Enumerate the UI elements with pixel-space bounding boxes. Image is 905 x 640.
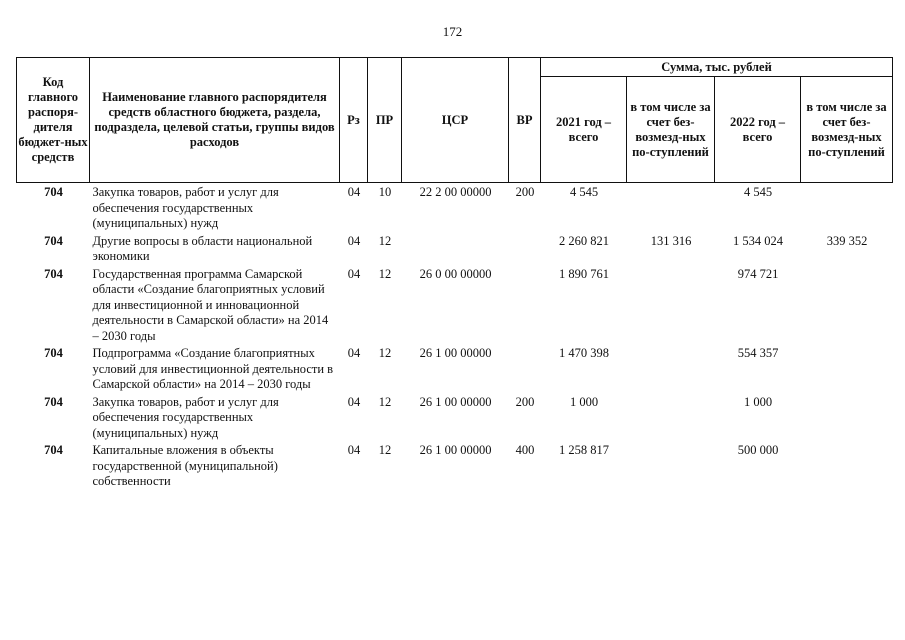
table-row [17,183,893,232]
cell-code: 704 [44,185,63,199]
cell-2022-free [801,265,893,345]
cell-2021-total: 1 470 398 [559,346,609,360]
header-2022-free: в том числе за счет без-возмезд-ных по-ступлений [801,77,893,183]
cell-rz: 04 [347,233,361,248]
table-row [17,344,893,393]
cell-2021-total: 1 890 761 [559,266,609,281]
cell-pr: 12 [378,266,392,281]
cell-csr: 26 0 00 00000 [419,266,492,281]
cell-pr: 12 [378,233,392,248]
cell-2022-total: 974 721 [737,266,779,281]
cell-2022-free [801,344,893,393]
header-csr: ЦСР [402,58,509,183]
cell-2021-free [627,393,715,442]
cell-vr [509,265,541,345]
cell-vr: 200 [515,185,535,199]
table-row [17,265,893,345]
cell-rz: 04 [347,346,361,360]
header-rz: Рз [340,58,368,183]
cell-name: Капитальные вложения в объекты государственной (муниципальной) собственности [92,443,278,488]
cell-2022-total: 4 545 [743,185,773,199]
page-number: 172 [442,24,463,39]
cell-csr: 26 1 00 00000 [419,394,492,409]
cell-csr: 26 1 00 00000 [419,443,492,457]
cell-2022-total: 500 000 [737,443,779,457]
cell-rz: 04 [347,443,361,457]
cell-code: 704 [44,443,63,457]
header-2021-total: 2021 год – всего [541,77,627,183]
cell-2022-free [801,441,893,490]
table-row [17,441,893,490]
cell-2021-free [627,265,715,345]
cell-2022-total: 1 534 024 [733,233,783,248]
cell-rz: 04 [347,266,361,281]
table-row [17,232,893,265]
header-sum: Сумма, тыс. рублей [541,58,893,77]
cell-name: Подпрограмма «Создание благоприятных условий для инвестиционной деятельности в Самарской области» на 2014 – 2030 годы [92,346,334,391]
table-row [17,393,893,442]
cell-name: Закупка товаров, работ и услуг для обеспечения государственных (муниципальных) нужд [92,394,279,440]
cell-2021-free [627,344,715,393]
cell-2022-free [801,393,893,442]
cell-pr: 12 [378,346,392,360]
header-code: Код главного распоря-дителя бюджет-ных средств [17,58,90,183]
cell-csr: 26 1 00 00000 [419,346,492,360]
cell-2021-total: 1 258 817 [559,443,609,457]
cell-csr: 22 2 00 00000 [419,185,492,199]
cell-pr: 12 [378,443,392,457]
cell-2021-free: 131 316 [650,233,692,248]
cell-2022-total: 1 000 [743,394,773,409]
cell-name: Государственная программа Самарской области «Создание благоприятных условий для инвестиционной и инновационной деятельности в Самарской области» на 2014 – 2030 годы [92,266,329,343]
cell-name: Другие вопросы в области национальной экономики [92,233,313,263]
cell-2021-total: 1 000 [569,394,599,409]
cell-2022-free: 339 352 [826,233,868,248]
cell-vr: 200 [515,394,535,409]
cell-2021-total: 4 545 [569,185,599,199]
cell-code: 704 [44,394,63,409]
cell-vr: 400 [515,443,535,457]
cell-rz: 04 [347,185,361,199]
cell-2022-total: 554 357 [737,346,779,360]
cell-2021-free [627,183,715,232]
budget-table [16,57,893,490]
cell-code: 704 [44,233,63,248]
cell-pr: 12 [378,394,392,409]
cell-2021-free [627,441,715,490]
header-2022-total: 2022 год – всего [715,77,801,183]
header-pr: ПР [368,58,402,183]
cell-code: 704 [44,346,63,360]
cell-2022-free [801,183,893,232]
cell-pr: 10 [378,185,392,199]
header-name: Наименование главного распорядителя средств областного бюджета, раздела, подраздела, целевой статьи, группы видов расходов [90,58,340,183]
cell-vr [509,232,541,265]
cell-vr [509,344,541,393]
cell-2021-total: 2 260 821 [559,233,609,248]
cell-code: 704 [44,266,63,281]
cell-rz: 04 [347,394,361,409]
header-vr: ВР [509,58,541,183]
cell-csr [402,232,509,265]
header-2021-free: в том числе за счет без-возмезд-ных по-ступлений [627,77,715,183]
cell-name: Закупка товаров, работ и услуг для обеспечения государственных (муниципальных) нужд [92,185,279,230]
